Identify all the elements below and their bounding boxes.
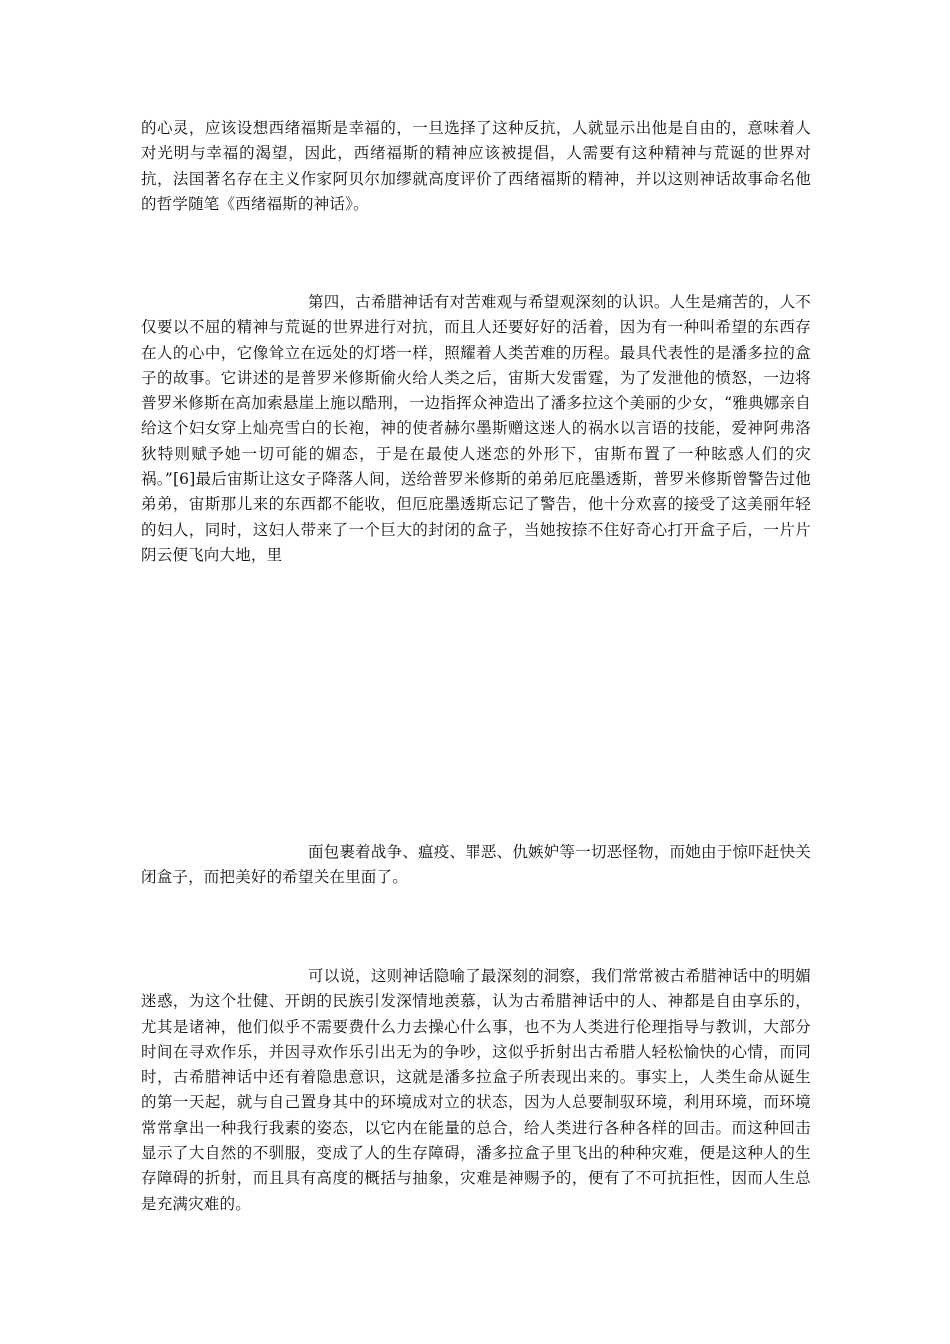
paragraph-myth-insight: 可以说，这则神话隐喻了最深刻的洞察，我们常常被古希腊神话中的明媚迷惑，为这个壮健、开朗的民族引发深情地羡慕，认为古希腊神话中的人、神都是自由享乐的，尤其是诸神，他们似乎不需要费什么力去操心什么事，也不为人类进行伦理指导与教训，大部分时间在寻欢作乐，并因寻欢作乐引出无为的争吵，这似乎折射出古希腊人轻松愉快的心情，而同时，古希腊神话中还有着隐患意识，这就是潘多拉盒子所表现出来的。事实上，人类生命从诞生的第一天起，就与自己置身其中的环境成对立的状态，因为人总要制驭环境，利用环境，而环境常常拿出一种我行我素的姿态，以它内在能量的总合，给人类进行各种各样的回击。而这种回击显示了大自然的不驯服，变成了人的生存障碍，潘多拉盒子里飞出的种种灾难，便是这种人的生存障碍的折射，而且具有高度的概括与抽象，灾难是神赐予的，便有了不可抗拒性，因而人生总是充满灾难的。 [141, 967, 811, 1213]
paragraph-pandora-box-closing: 面包裹着战争、瘟疫、罪恶、仇嫉妒等一切恶怪物，而她由于惊吓赶快关闭盒子，而把美好的希望关在里面了。 [141, 843, 811, 887]
paragraph-sisyphus-conclusion: 的心灵，应该设想西绪福斯是幸福的，一旦选择了这种反抗，人就显示出他是自由的，意味着人对光明与幸福的渴望，因此，西绪福斯的精神应该被提倡，人需要有这种精神与荒诞的世界对抗，法国著名存在主义作家阿贝尔加缪就高度评价了西绪福斯的精神，并以这则神话故事命名他的哲学随笔《西绪福斯的神话》。 [141, 119, 811, 213]
paragraph-pandora-story: 第四，古希腊神话有对苦难观与希望观深刻的认识。人生是痛苦的，人不仅要以不屈的精神与荒诞的世界进行对抗，而且人还要好好的活着，因为有一种叫希望的东西存在人的心中，它像耸立在远处的灯塔一样，照耀着人类苦难的历程。最具代表性的是潘多拉的盒子的故事。它讲述的是普罗米修斯偷火给人类之后，宙斯大发雷霆，为了发泄他的愤怒，一边将普罗米修斯在高加索悬崖上施以酷刑，一边指挥众神造出了潘多拉这个美丽的少女，“雅典娜亲自给这个妇女穿上灿亮雪白的长袍，神的使者赫尔墨斯赠这迷人的祸水以言语的技能，爱神阿弗洛狄特则赋予她一切可能的媚态，于是在最使人迷恋的外形下，宙斯布置了一种眩惑人们的灾祸。”[6]最后宙斯让这女子降落人间，送给普罗米修斯的弟弟厄庇墨透斯，普罗米修斯曾警告过他弟弟，宙斯那儿来的东西都不能收，但厄庇墨透斯忘记了警告，他十分欢喜的接受了这美丽年轻的妇人，同时，这妇人带来了一个巨大的封闭的盒子，当她按捺不住好奇心打开盒子后，一片片阴云便飞向大地，里 [141, 293, 811, 564]
